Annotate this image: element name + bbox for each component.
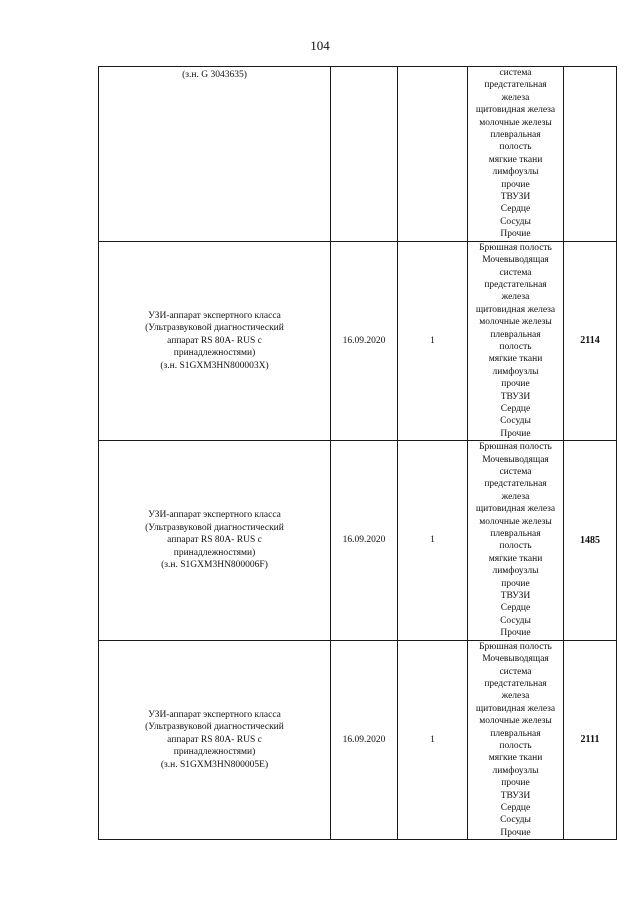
equipment-table-body bbox=[99, 67, 617, 840]
table-row bbox=[99, 640, 617, 840]
examination-area: предстательная bbox=[484, 80, 547, 91]
examination-area: Прочие bbox=[500, 428, 531, 439]
equipment-name-line: УЗИ-аппарат экспертного класса bbox=[148, 709, 281, 720]
equipment-name-line: (з.н. G 3043635) bbox=[182, 70, 247, 80]
examination-area: полость bbox=[499, 541, 532, 552]
equipment-name-line: аппарат RS 80A- RUS с bbox=[167, 535, 262, 546]
quantity-cell: 1 bbox=[398, 441, 468, 641]
examination-area: щитовидная железа bbox=[475, 105, 556, 116]
equipment-name-line: аппарат RS 80A- RUS с bbox=[167, 734, 262, 745]
equipment-name-cell bbox=[99, 640, 331, 840]
examination-area: Прочие bbox=[500, 628, 531, 639]
equipment-name-line: УЗИ-аппарат экспертного класса bbox=[148, 510, 281, 521]
examination-area: система bbox=[499, 267, 532, 278]
examination-area: ТВУЗИ bbox=[500, 192, 531, 203]
examination-area: мягкие ткани bbox=[488, 354, 543, 365]
equipment-name-cell bbox=[99, 441, 331, 641]
equipment-name-line: (з.н. S1GXM3HN800006F) bbox=[161, 560, 268, 571]
table-row bbox=[99, 241, 617, 441]
examination-area: плевральная bbox=[490, 130, 541, 141]
examination-area: щитовидная железа bbox=[475, 304, 556, 315]
equipment-name-line: (Ультразвуковой диагностический bbox=[145, 522, 284, 533]
equipment-table bbox=[98, 66, 617, 840]
examination-area: плевральная bbox=[490, 529, 541, 540]
equipment-name-line: принадлежностями) bbox=[173, 348, 256, 359]
examination-area: молочные железы bbox=[479, 716, 552, 727]
examination-area: предстательная bbox=[484, 678, 547, 689]
examination-area: лимфоузлы bbox=[492, 167, 539, 178]
exam-count-value: 2114 bbox=[580, 335, 600, 347]
commission-date-cell: 16.09.2020 bbox=[331, 640, 398, 840]
examination-area: железа bbox=[501, 491, 530, 502]
examination-area: система bbox=[499, 68, 532, 78]
examination-area: Сердце bbox=[500, 204, 531, 215]
table-row bbox=[99, 441, 617, 641]
examination-area: Сосуды bbox=[500, 815, 531, 826]
examination-area: прочие bbox=[501, 179, 530, 190]
examination-area: Брюшная полость bbox=[479, 242, 552, 253]
equipment-name-cell bbox=[99, 67, 331, 242]
examination-area: железа bbox=[501, 92, 530, 103]
examination-areas-cell bbox=[468, 241, 564, 441]
examination-area: железа bbox=[501, 691, 530, 702]
examination-area: мягкие ткани bbox=[488, 753, 543, 764]
examination-area: Сердце bbox=[500, 802, 531, 813]
examination-area: Мочевыводящая bbox=[482, 454, 549, 465]
examination-area: Мочевыводящая bbox=[482, 654, 549, 665]
page-number: 104 bbox=[310, 38, 330, 53]
quantity-cell: 1 bbox=[398, 241, 468, 441]
table-row bbox=[99, 67, 617, 242]
examination-areas-cell bbox=[468, 640, 564, 840]
examination-area: предстательная bbox=[484, 279, 547, 290]
examination-area: щитовидная железа bbox=[475, 504, 556, 515]
quantity-cell: 1 bbox=[398, 640, 468, 840]
examination-area: плевральная bbox=[490, 329, 541, 340]
equipment-name-line: (з.н. S1GXM3HN800003X) bbox=[160, 360, 269, 371]
equipment-name-line: (Ультразвуковой диагностический bbox=[145, 722, 284, 733]
examination-area: предстательная bbox=[484, 479, 547, 490]
equipment-name-line: УЗИ-аппарат экспертного класса bbox=[148, 310, 281, 321]
equipment-name-cell bbox=[99, 241, 331, 441]
examination-area: Сосуды bbox=[500, 615, 531, 626]
examination-area: молочные железы bbox=[479, 317, 552, 328]
examination-area: лимфоузлы bbox=[492, 765, 539, 776]
examination-area: лимфоузлы bbox=[492, 566, 539, 577]
examination-area: Прочие bbox=[500, 229, 531, 240]
examination-area: ТВУЗИ bbox=[500, 391, 531, 402]
examination-area: Сердце bbox=[500, 403, 531, 414]
examination-area: Сосуды bbox=[500, 416, 531, 427]
examination-area: ТВУЗИ bbox=[500, 790, 531, 801]
equipment-name-line: (з.н. S1GXM3HN800005E) bbox=[160, 759, 269, 770]
examination-area: прочие bbox=[501, 778, 530, 789]
quantity-cell bbox=[398, 67, 468, 242]
equipment-name-line: принадлежностями) bbox=[173, 747, 256, 758]
examination-areas-cell bbox=[468, 441, 564, 641]
examination-area: полость bbox=[499, 142, 532, 153]
examination-area: Мочевыводящая bbox=[482, 255, 549, 266]
examination-area: молочные железы bbox=[479, 516, 552, 527]
exam-count-cell bbox=[564, 241, 617, 441]
exam-count-cell bbox=[564, 441, 617, 641]
examination-area: Сосуды bbox=[500, 216, 531, 227]
exam-count-value: 2111 bbox=[580, 734, 600, 746]
examination-area: лимфоузлы bbox=[492, 366, 539, 377]
exam-count-cell bbox=[564, 67, 617, 242]
examination-area: мягкие ткани bbox=[488, 553, 543, 564]
equipment-name-line: (Ультразвуковой диагностический bbox=[145, 323, 284, 334]
examination-area: полость bbox=[499, 341, 532, 352]
examination-area: плевральная bbox=[490, 728, 541, 739]
examination-area: железа bbox=[501, 292, 530, 303]
examination-area: молочные железы bbox=[479, 117, 552, 128]
equipment-name-line: принадлежностями) bbox=[173, 547, 256, 558]
examination-area: Прочие bbox=[500, 827, 531, 838]
exam-count-cell bbox=[564, 640, 617, 840]
examination-area: Сердце bbox=[500, 603, 531, 614]
equipment-name-line: аппарат RS 80A- RUS с bbox=[167, 335, 262, 346]
examination-area: Брюшная полость bbox=[479, 641, 552, 652]
examination-area: система bbox=[499, 666, 532, 677]
examination-area: мягкие ткани bbox=[488, 154, 543, 165]
commission-date-cell: 16.09.2020 bbox=[331, 441, 398, 641]
examination-areas-cell bbox=[468, 67, 564, 242]
examination-area: Брюшная полость bbox=[479, 442, 552, 453]
examination-area: прочие bbox=[501, 379, 530, 390]
commission-date-cell bbox=[331, 67, 398, 242]
commission-date-cell: 16.09.2020 bbox=[331, 241, 398, 441]
examination-area: прочие bbox=[501, 578, 530, 589]
examination-area: ТВУЗИ bbox=[500, 591, 531, 602]
examination-area: полость bbox=[499, 740, 532, 751]
examination-area: система bbox=[499, 467, 532, 477]
examination-area: щитовидная железа bbox=[475, 703, 556, 714]
exam-count-value: 1485 bbox=[580, 534, 600, 546]
